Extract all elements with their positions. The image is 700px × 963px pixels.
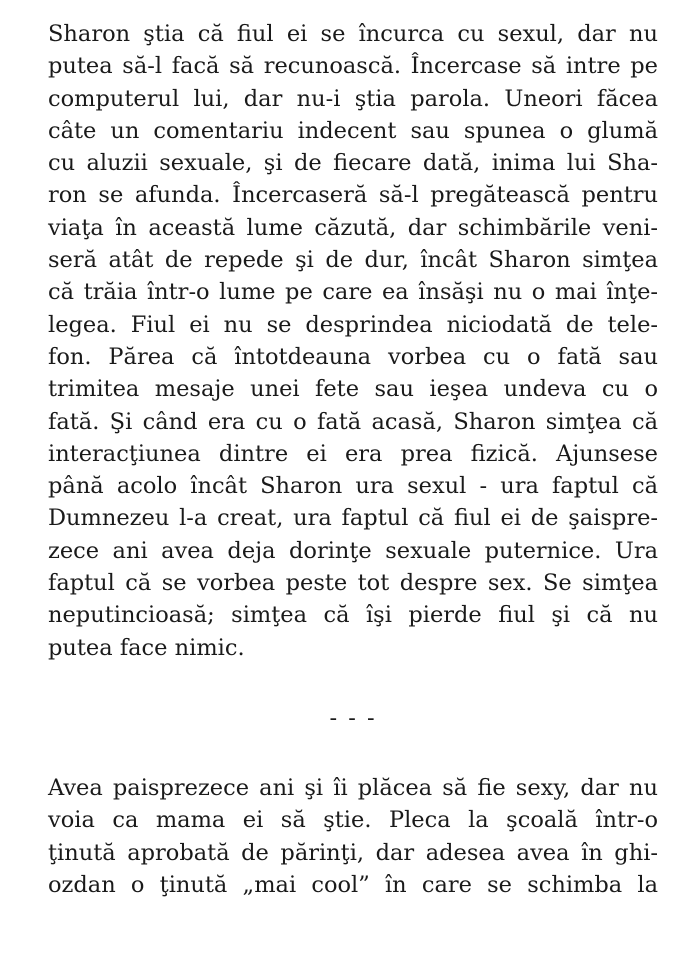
section-separator: - - - (329, 704, 377, 731)
text-line: că trăia într-o lume pe care ea însăşi nu o mai înţe- (48, 279, 658, 306)
text-line: faptul că se vorbea peste tot despre sex. Se simţea (48, 570, 658, 597)
text-line: neputincioasă; simţea că îşi pierde fiul şi că nu (48, 602, 658, 629)
paragraph-1 (48, 18, 658, 664)
text-line: cu aluzii sexuale, şi de fiecare dată, inima lui Sha- (48, 150, 658, 177)
text-line: fată. Şi când era cu o fată acasă, Sharon simţea că (48, 408, 658, 435)
text-line: viaţa în această lume căzută, dar schimbările veni- (48, 214, 658, 241)
text-line: Avea paisprezece ani şi îi plăcea să fie sexy, dar nu (48, 774, 658, 801)
paragraph-2 (48, 772, 658, 901)
text-line-last: putea face nimic. (48, 634, 245, 661)
text-line: zece ani avea deja dorinţe sexuale puternice. Ura (48, 537, 658, 564)
text-line: până acolo încât Sharon ura sexul - ura faptul că (48, 473, 658, 500)
text-line: putea să-l facă să recunoască. Încercase să intre pe (48, 53, 658, 80)
text-line: fon. Părea că întotdeauna vorbea cu o fată sau (48, 343, 658, 370)
text-line: legea. Fiul ei nu se desprindea niciodată de tele- (48, 311, 658, 338)
text-line: ozdan o ţinută „mai cool” în care se schimba la (48, 871, 658, 898)
text-line: Dumnezeu l-a creat, ura faptul că fiul ei de şaispre- (48, 505, 658, 532)
document-page (48, 18, 658, 901)
text-line: interacţiunea dintre ei era prea fizică. Ajunsese (48, 440, 658, 467)
text-line: Sharon ştia că fiul ei se încurca cu sexul, dar nu (48, 21, 658, 47)
text-line: ţinută aprobată de părinţi, dar adesea avea în ghi- (48, 839, 658, 866)
text-line: computerul lui, dar nu-i ştia parola. Uneori făcea (48, 85, 658, 112)
text-line: ron se afunda. Încercaseră să-l pregătească pentru (48, 182, 658, 209)
text-line: trimitea mesaje unei fete sau ieşea undeva cu o (48, 376, 658, 403)
text-line: voia ca mama ei să ştie. Pleca la şcoală într-o (48, 807, 658, 834)
text-line: seră atât de repede şi de dur, încât Sharon simţea (48, 247, 658, 274)
text-line: câte un comentariu indecent sau spunea o glumă (48, 117, 658, 144)
